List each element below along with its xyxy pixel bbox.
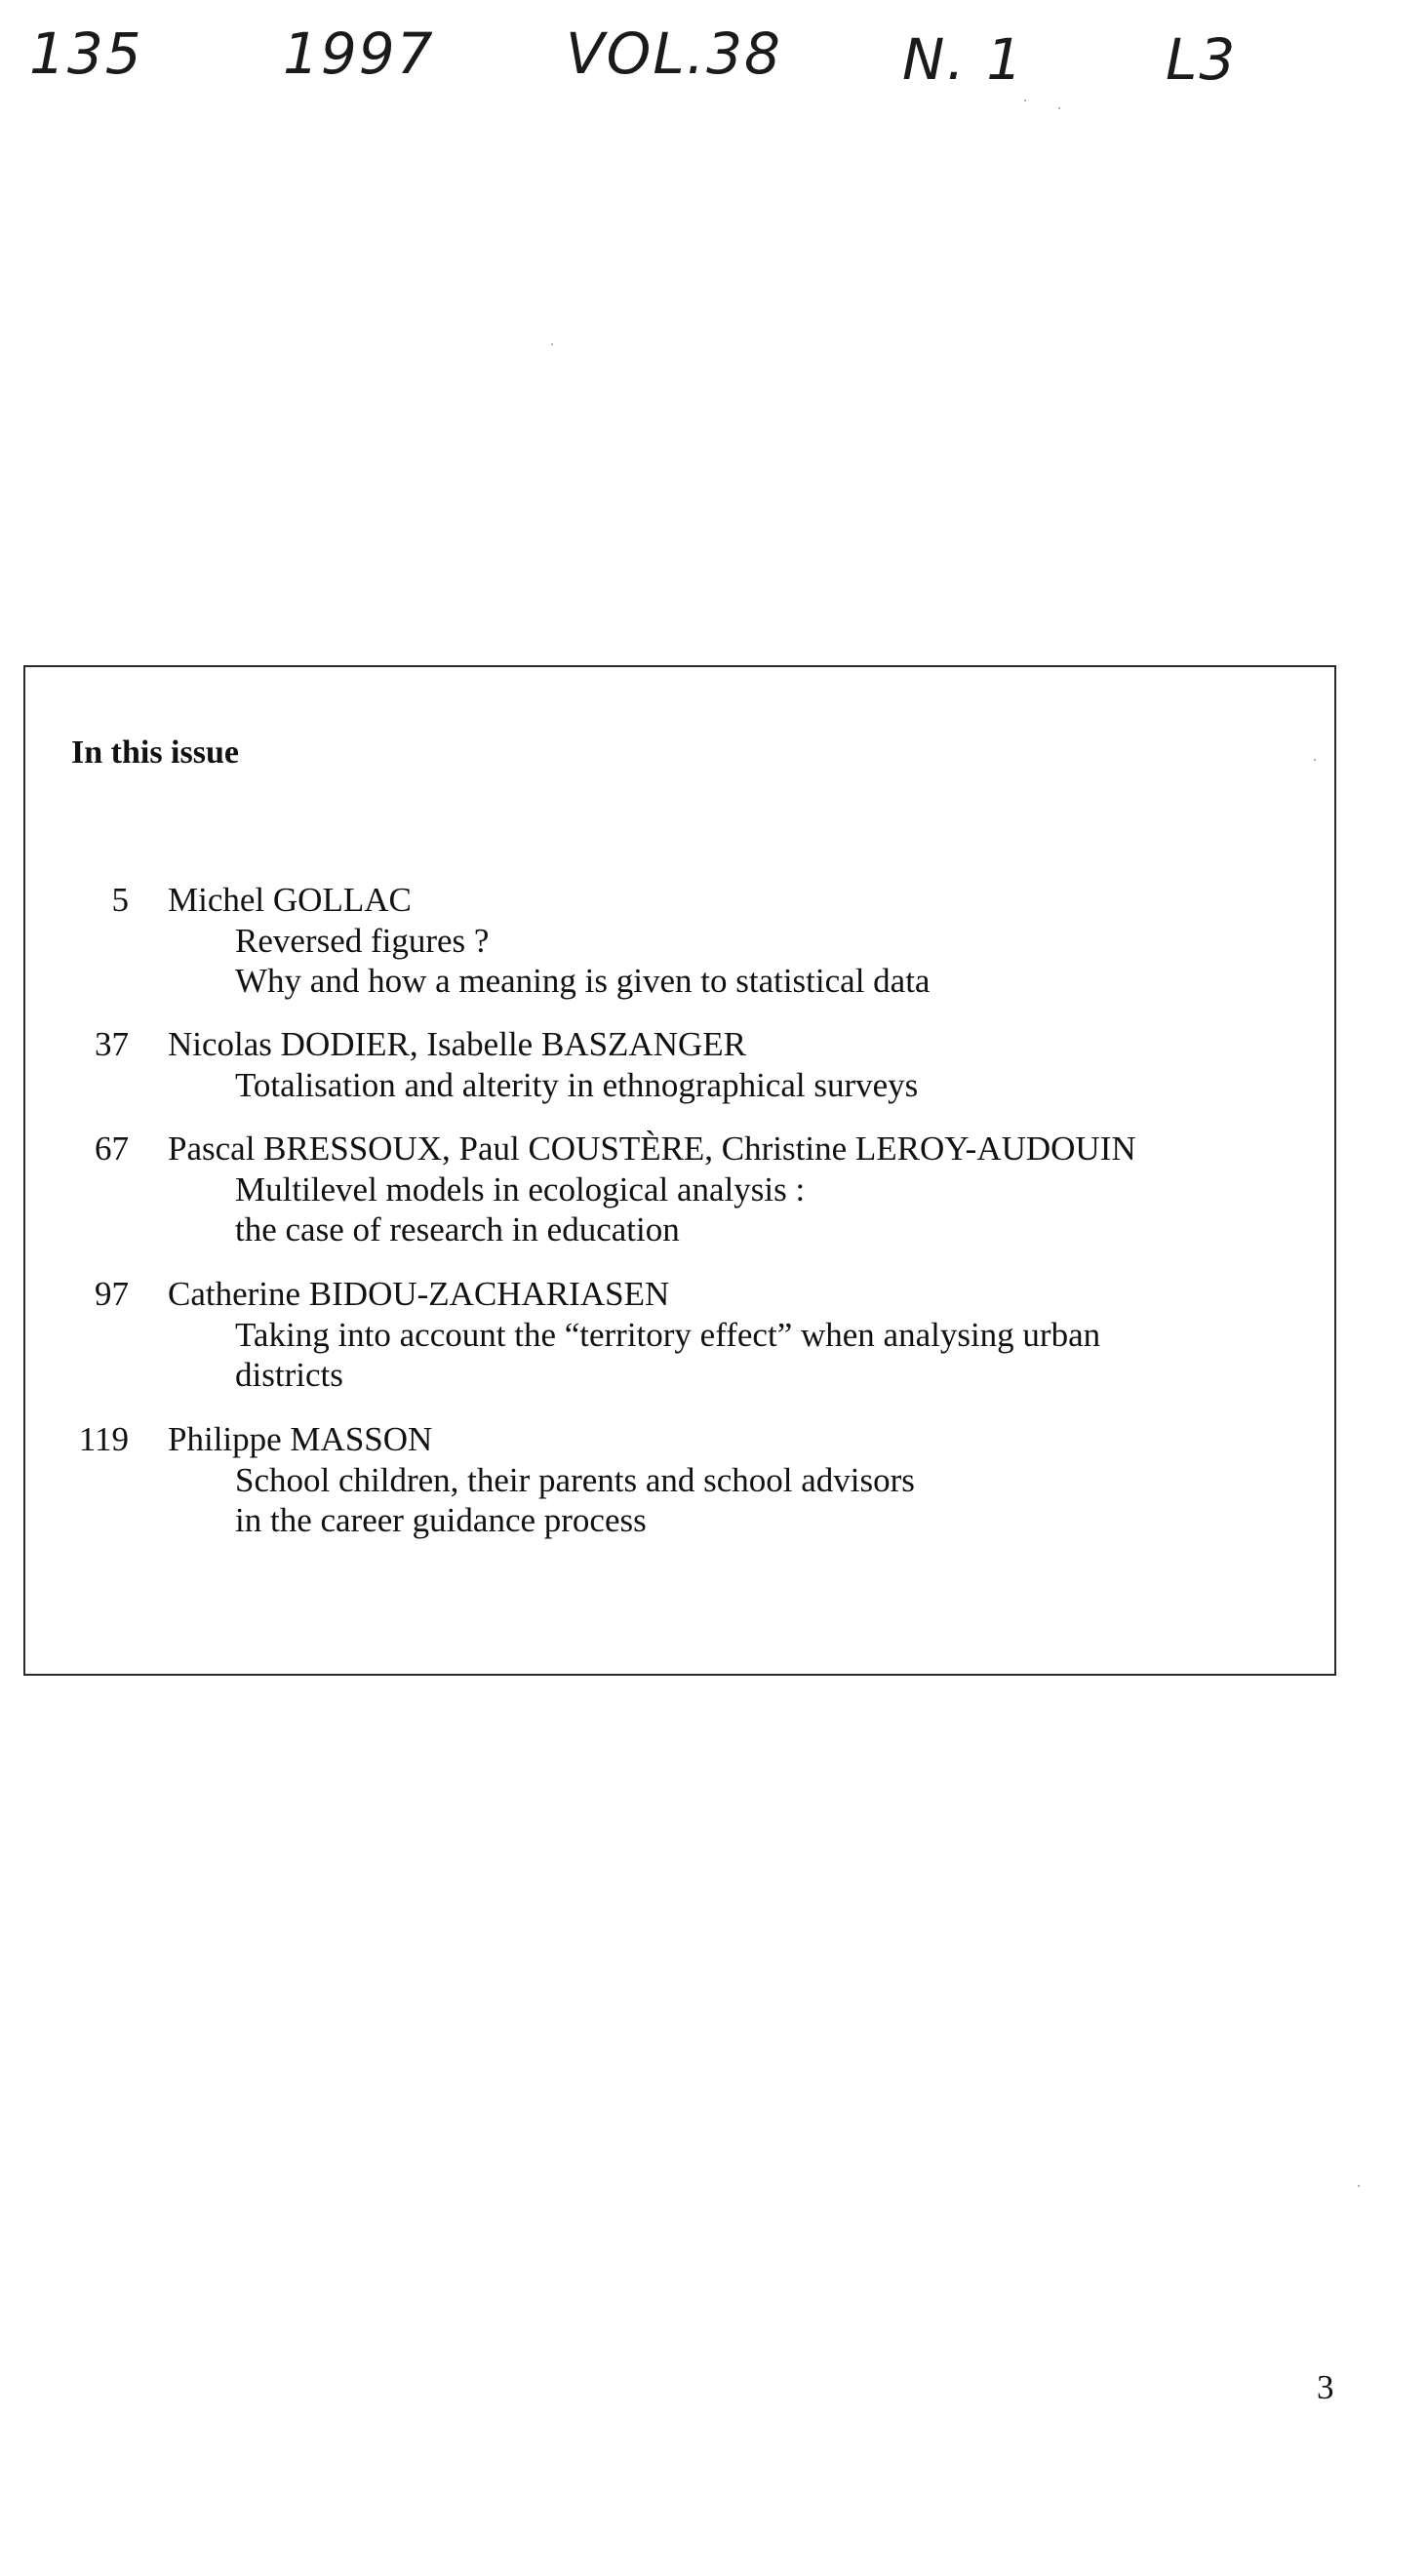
entry-authors: Catherine BIDOU-ZACHARIASEN xyxy=(168,1275,670,1313)
entry-authors: Michel GOLLAC xyxy=(168,881,412,919)
handwritten-mark: L3 xyxy=(1166,26,1238,93)
entry-title-line: in the career guidance process xyxy=(235,1501,647,1539)
page-number: 3 xyxy=(1317,2368,1334,2406)
entry-title-line: Taking into account the “territory effect” when analysing urban xyxy=(235,1316,1101,1354)
entry-title-line: Reversed figures ? xyxy=(235,922,490,960)
entry-title-line: Why and how a meaning is given to statistical data xyxy=(235,962,931,1000)
scan-speck xyxy=(1024,99,1026,101)
entry-page-number: 119 xyxy=(78,1420,129,1458)
handwritten-volume: VOL.38 xyxy=(566,20,782,87)
handwritten-annotation xyxy=(0,18,1427,125)
entry-title-line: the case of research in education xyxy=(235,1210,680,1248)
entry-page-number: 97 xyxy=(95,1275,129,1313)
entry-page-number: 5 xyxy=(111,881,129,919)
entry-authors: Philippe MASSON xyxy=(168,1420,433,1458)
scan-speck xyxy=(551,343,553,345)
handwritten-year: 1997 xyxy=(283,20,435,87)
scan-speck xyxy=(1358,2185,1360,2187)
entry-title-line: districts xyxy=(235,1356,343,1394)
handwritten-number: 135 xyxy=(29,20,143,87)
entry-title-line: Totalisation and alterity in ethnographical surveys xyxy=(235,1066,919,1104)
entry-page-number: 67 xyxy=(95,1129,129,1168)
entry-authors: Nicolas DODIER, Isabelle BASZANGER xyxy=(168,1025,746,1063)
table-of-contents xyxy=(23,665,1336,1676)
entry-page-number: 37 xyxy=(95,1025,129,1063)
scan-speck xyxy=(1058,107,1060,109)
entry-authors: Pascal BRESSOUX, Paul COUSTÈRE, Christine LEROY-AUDOUIN xyxy=(168,1129,1136,1168)
entry-title-line: Multilevel models in ecological analysis : xyxy=(235,1170,806,1209)
toc-heading: In this issue xyxy=(71,734,239,771)
scan-speck xyxy=(1314,759,1316,761)
handwritten-issue: N. 1 xyxy=(902,26,1025,93)
entry-title-line: School children, their parents and school advisors xyxy=(235,1461,915,1499)
